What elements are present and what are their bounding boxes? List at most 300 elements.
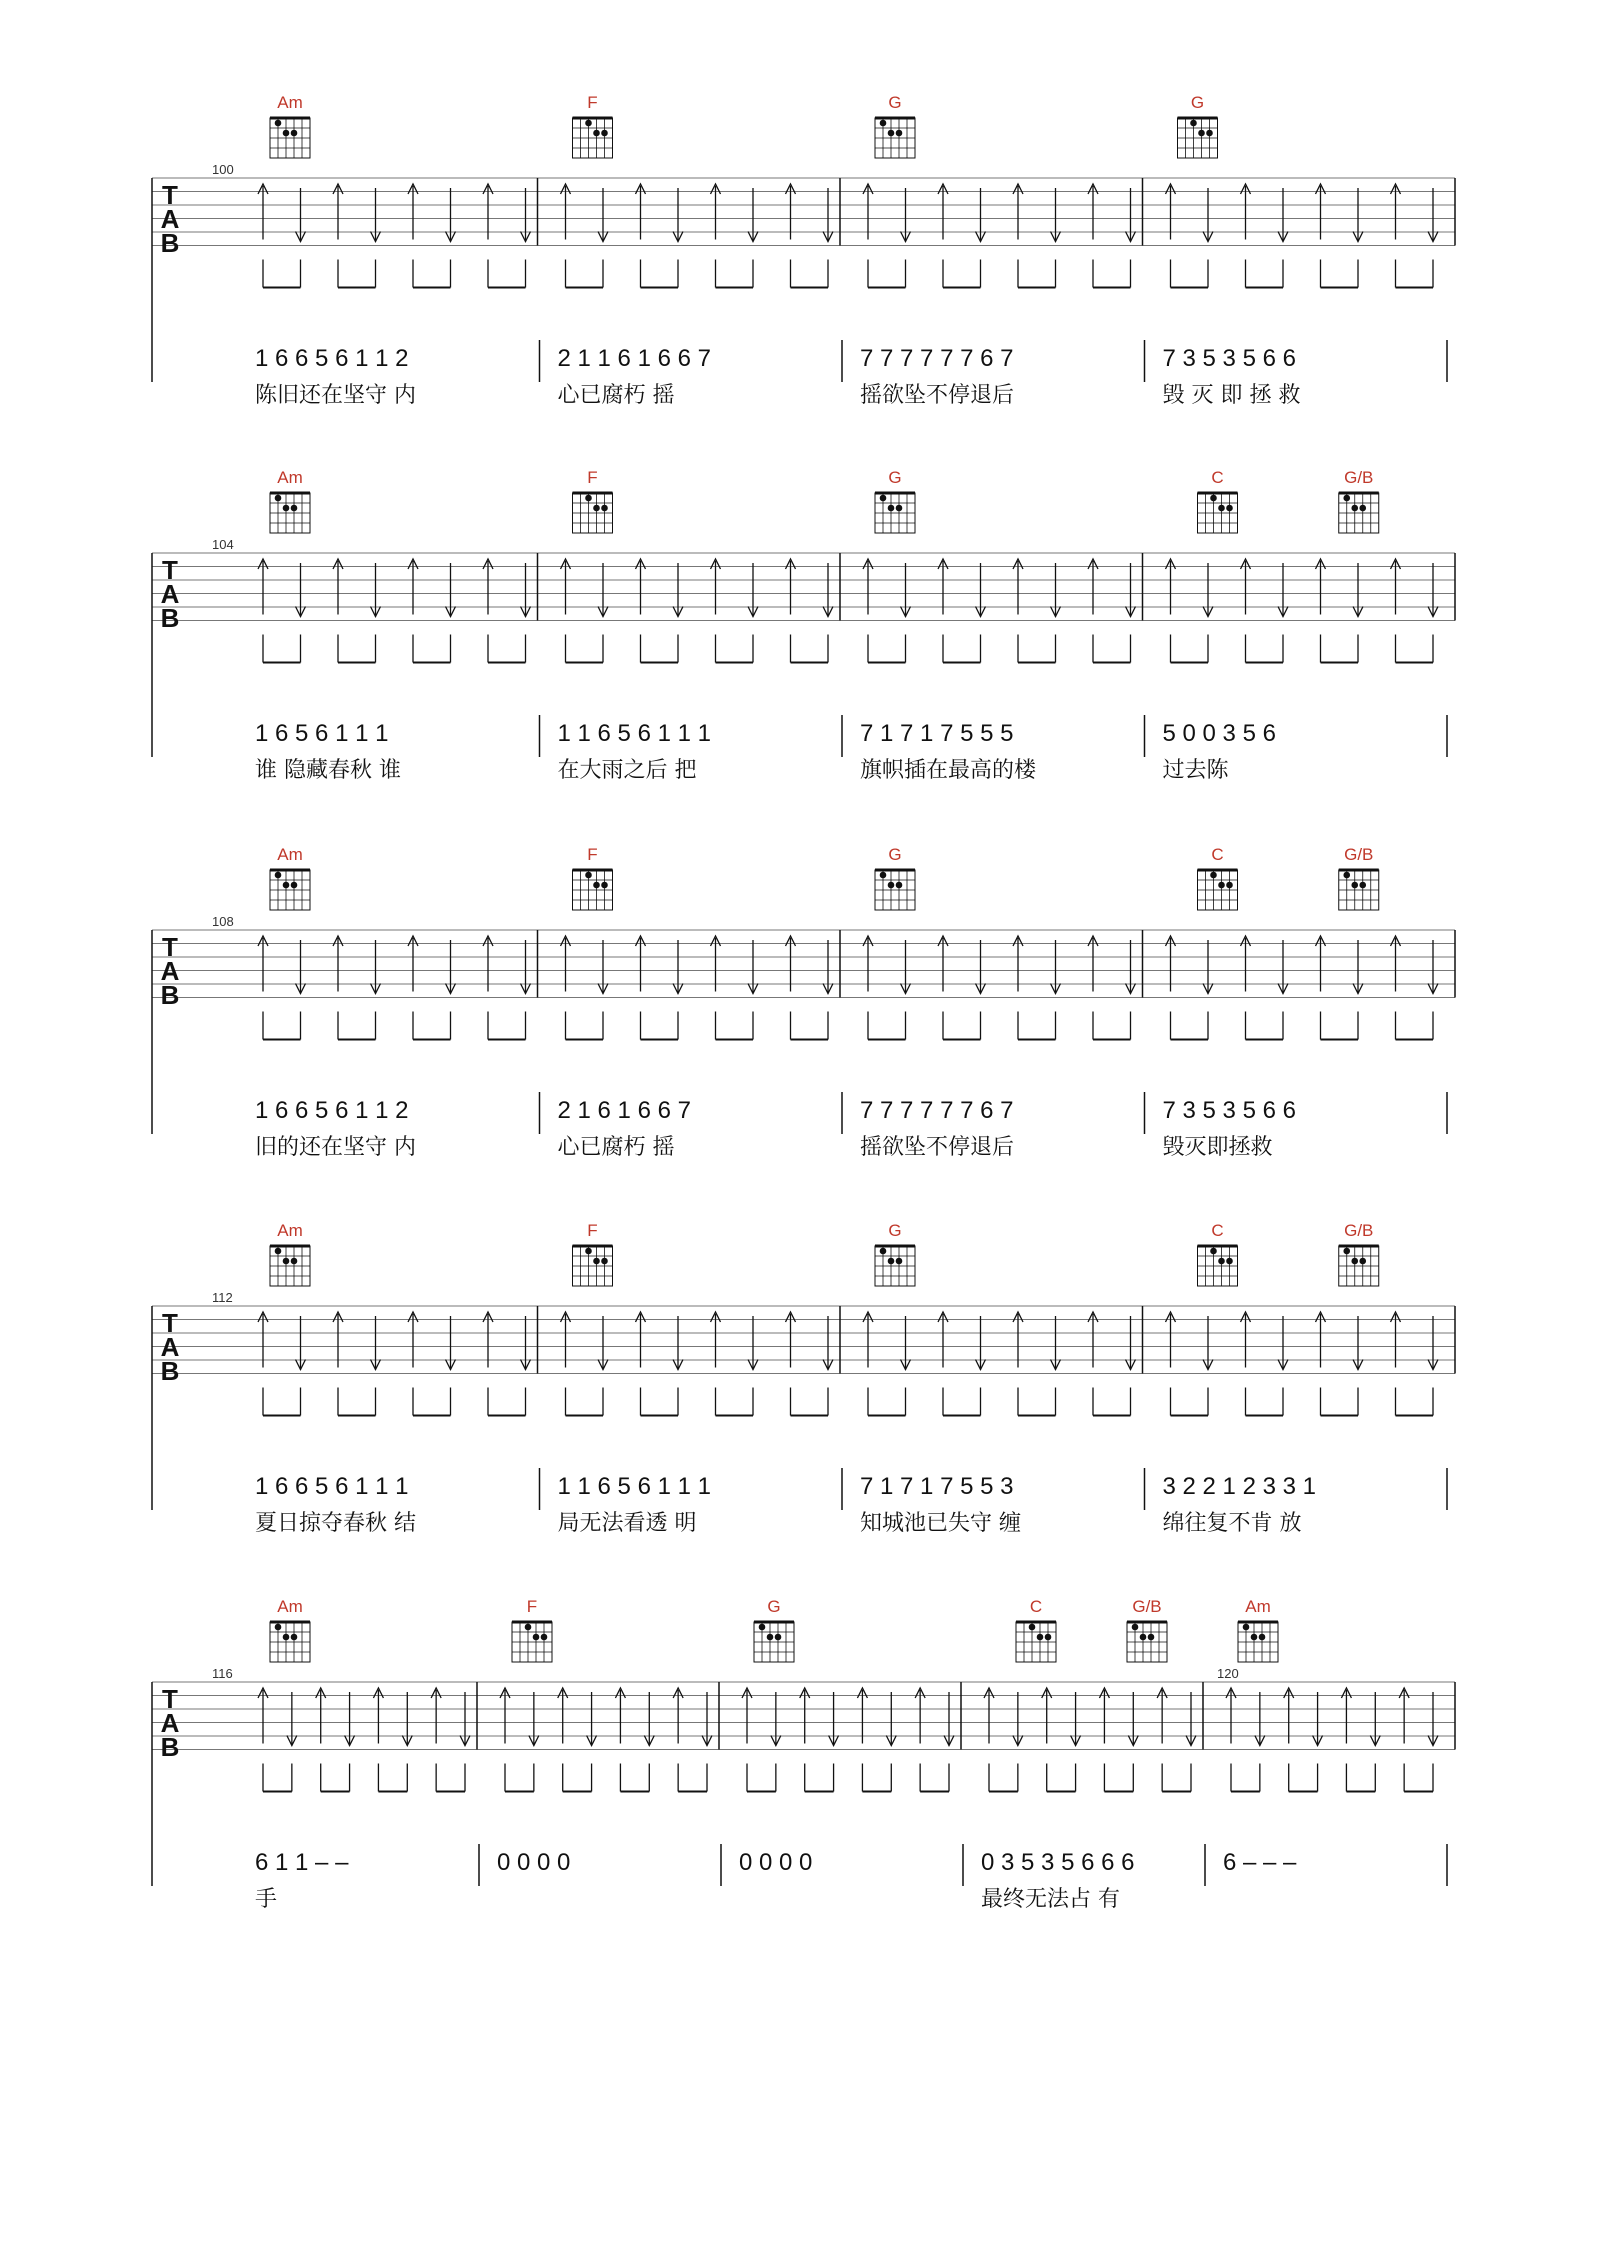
- chord-diagram-Am: [1238, 1597, 1278, 1662]
- strum-up-arrow: [1241, 184, 1251, 288]
- strum-up-arrow: [483, 559, 493, 663]
- jianpu-numbers: 7 7 7 7 7 7 6 7: [860, 345, 1014, 372]
- measure: [538, 468, 843, 783]
- strum-down-arrow: [521, 1316, 531, 1416]
- strum-up-arrow: [1241, 1312, 1251, 1416]
- finger-dot: [1140, 1634, 1147, 1641]
- strum-up-arrow: [316, 1688, 326, 1792]
- chord-name: G: [767, 1597, 781, 1616]
- finger-dot: [601, 505, 608, 512]
- bar-number: 116: [212, 1666, 233, 1681]
- measure: [961, 1597, 1205, 1912]
- strum-up-arrow: [1166, 936, 1176, 1040]
- lyrics: 心已腐朽 摇: [557, 383, 675, 408]
- measure: [840, 468, 1145, 783]
- measure: [1143, 93, 1448, 408]
- finger-dot: [291, 1258, 298, 1265]
- strum-up-arrow: [1088, 559, 1098, 663]
- strum-down-arrow: [1128, 1692, 1138, 1792]
- strum-up-arrow: [636, 184, 646, 288]
- lyrics: 摇欲坠不停退后: [860, 383, 1015, 408]
- finger-dot: [585, 495, 592, 502]
- strum-up-arrow: [800, 1688, 810, 1792]
- chord-diagram-G-B: [1339, 468, 1379, 533]
- jianpu-numbers: 1 6 6 5 6 1 1 2: [255, 1097, 409, 1124]
- finger-dot: [888, 130, 895, 137]
- jianpu-numbers: 1 6 6 5 6 1 1 1: [255, 1473, 409, 1500]
- system-116: [152, 1597, 1455, 1912]
- chord-diagram-F: [573, 468, 613, 533]
- measure: [255, 468, 540, 783]
- tab-letter: B: [160, 980, 180, 1010]
- finger-dot: [1210, 872, 1217, 879]
- strum-up-arrow: [258, 559, 268, 663]
- strum-up-arrow: [1391, 936, 1401, 1040]
- finger-dot: [896, 1258, 903, 1265]
- jianpu-numbers: 7 1 7 1 7 5 5 3: [860, 1473, 1014, 1500]
- strum-down-arrow: [1428, 188, 1438, 288]
- chord-name: G: [1190, 93, 1205, 112]
- strum-up-arrow: [333, 184, 343, 288]
- bar-number: 108: [212, 914, 234, 929]
- tab-letter: T: [162, 555, 178, 585]
- finger-dot: [533, 1634, 540, 1641]
- chord-name: Am: [277, 468, 303, 487]
- finger-dot: [1351, 505, 1358, 512]
- strum-up-arrow: [1391, 1312, 1401, 1416]
- finger-dot: [896, 882, 903, 889]
- strum-up-arrow: [1284, 1688, 1294, 1792]
- jianpu-numbers: 6 1 1 – –: [255, 1849, 349, 1876]
- bar-number: 100: [212, 162, 234, 177]
- chord-diagram-Am: [270, 468, 310, 533]
- finger-dot: [1148, 1634, 1155, 1641]
- chord-name: G/B: [1344, 1221, 1374, 1240]
- strum-down-arrow: [1013, 1692, 1023, 1792]
- finger-dot: [1251, 1634, 1258, 1641]
- finger-dot: [1045, 1634, 1052, 1641]
- strum-up-arrow: [711, 936, 721, 1040]
- finger-dot: [1029, 1624, 1036, 1631]
- finger-dot: [1206, 130, 1213, 137]
- chord-name: F: [587, 845, 598, 864]
- jianpu-numbers: 2 1 6 1 6 6 7: [557, 1097, 691, 1124]
- tab-letter: B: [160, 228, 180, 258]
- strum-down-arrow: [402, 1692, 412, 1792]
- chord-diagram-Am: [270, 1221, 310, 1286]
- system-108: [152, 845, 1455, 1160]
- finger-dot: [283, 1634, 290, 1641]
- chord-name: F: [526, 1597, 538, 1616]
- chord-name: C: [1029, 1597, 1043, 1616]
- finger-dot: [601, 882, 608, 889]
- strum-down-arrow: [1278, 563, 1288, 663]
- strum-down-arrow: [598, 563, 608, 663]
- strum-down-arrow: [823, 563, 833, 663]
- strum-down-arrow: [673, 563, 683, 663]
- strum-down-arrow: [521, 940, 531, 1040]
- lyrics: 心已腐朽 摇: [557, 1135, 675, 1160]
- finger-dot: [275, 1248, 282, 1255]
- strum-down-arrow: [944, 1692, 954, 1792]
- bar-number: 112: [212, 1290, 233, 1305]
- finger-dot: [775, 1634, 782, 1641]
- jianpu-numbers: 1 6 6 5 6 1 1 2: [255, 345, 409, 372]
- finger-dot: [291, 505, 298, 512]
- finger-dot: [896, 130, 903, 137]
- strum-down-arrow: [748, 940, 758, 1040]
- strum-down-arrow: [296, 1316, 306, 1416]
- finger-dot: [1359, 1258, 1366, 1265]
- strum-down-arrow: [1313, 1692, 1323, 1792]
- strum-up-arrow: [333, 1312, 343, 1416]
- chord-diagram-G: [1178, 93, 1218, 158]
- strum-up-arrow: [984, 1688, 994, 1792]
- system-112: [152, 1221, 1455, 1536]
- strum-down-arrow: [748, 188, 758, 288]
- strum-down-arrow: [371, 1316, 381, 1416]
- strum-down-arrow: [976, 940, 986, 1040]
- lyrics: 毁灭即拯救: [1162, 1135, 1273, 1160]
- finger-dot: [880, 495, 887, 502]
- strum-up-arrow: [561, 936, 571, 1040]
- strum-up-arrow: [483, 936, 493, 1040]
- measure: [255, 93, 540, 408]
- jianpu-numbers: 2 1 1 6 1 6 6 7: [557, 345, 711, 372]
- strum-down-arrow: [901, 563, 911, 663]
- strum-down-arrow: [673, 940, 683, 1040]
- strum-up-arrow: [786, 559, 796, 663]
- chord-diagram-G: [875, 93, 915, 158]
- finger-dot: [1359, 505, 1366, 512]
- finger-dot: [283, 882, 290, 889]
- measure: [255, 1221, 540, 1536]
- measure: [538, 1221, 843, 1536]
- chord-name: G/B: [1344, 468, 1374, 487]
- tab-letter: A: [160, 956, 180, 986]
- strum-up-arrow: [1316, 936, 1326, 1040]
- strum-down-arrow: [1051, 1316, 1061, 1416]
- finger-dot: [275, 872, 282, 879]
- tab-letter: T: [162, 1308, 178, 1338]
- lyrics: 谁 隐藏春秋 谁: [255, 758, 401, 783]
- finger-dot: [291, 1634, 298, 1641]
- chord-diagram-G: [875, 1221, 915, 1286]
- tab-letter: T: [162, 180, 178, 210]
- finger-dot: [1343, 495, 1350, 502]
- strum-up-arrow: [1226, 1688, 1236, 1792]
- strum-down-arrow: [287, 1692, 297, 1792]
- strum-up-arrow: [1399, 1688, 1409, 1792]
- chord-name: C: [1211, 845, 1224, 864]
- chord-name: Am: [277, 1221, 303, 1240]
- strum-up-arrow: [373, 1688, 383, 1792]
- strum-up-arrow: [786, 936, 796, 1040]
- strum-down-arrow: [460, 1692, 470, 1792]
- strum-up-arrow: [915, 1688, 925, 1792]
- strum-up-arrow: [258, 1312, 268, 1416]
- strum-down-arrow: [1071, 1692, 1081, 1792]
- strum-down-arrow: [1353, 940, 1363, 1040]
- measure: [538, 93, 843, 408]
- chord-name: Am: [1245, 1597, 1271, 1616]
- chord-name: F: [587, 1221, 598, 1240]
- strum-down-arrow: [823, 1316, 833, 1416]
- strum-up-arrow: [863, 1312, 873, 1416]
- strum-down-arrow: [1186, 1692, 1196, 1792]
- finger-dot: [1198, 130, 1205, 137]
- jianpu-numbers: 1 6 5 6 1 1 1: [255, 720, 389, 747]
- finger-dot: [880, 120, 887, 127]
- strum-down-arrow: [1255, 1692, 1265, 1792]
- strum-down-arrow: [1051, 940, 1061, 1040]
- jianpu-numbers: 7 7 7 7 7 7 6 7: [860, 1097, 1014, 1124]
- strum-up-arrow: [258, 1688, 268, 1792]
- strum-up-arrow: [636, 1312, 646, 1416]
- strum-down-arrow: [1278, 188, 1288, 288]
- strum-down-arrow: [1051, 188, 1061, 288]
- finger-dot: [1218, 1258, 1225, 1265]
- finger-dot: [593, 505, 600, 512]
- finger-dot: [888, 1258, 895, 1265]
- finger-dot: [283, 130, 290, 137]
- tab-letter: A: [160, 1708, 180, 1738]
- strum-up-arrow: [1166, 1312, 1176, 1416]
- chord-name: G/B: [1132, 1597, 1162, 1616]
- chord-name: G/B: [1344, 845, 1374, 864]
- chord-diagram-C: [1016, 1597, 1056, 1662]
- finger-dot: [283, 1258, 290, 1265]
- finger-dot: [593, 882, 600, 889]
- strum-down-arrow: [1203, 940, 1213, 1040]
- finger-dot: [896, 505, 903, 512]
- lyrics: 旗帜插在最高的楼: [860, 758, 1037, 783]
- jianpu-numbers: 6 – – –: [1223, 1849, 1297, 1876]
- strum-up-arrow: [483, 1312, 493, 1416]
- measure: [538, 845, 843, 1160]
- strum-down-arrow: [771, 1692, 781, 1792]
- strum-down-arrow: [296, 188, 306, 288]
- strum-down-arrow: [1126, 1316, 1136, 1416]
- chord-name: Am: [277, 1597, 303, 1616]
- finger-dot: [1343, 1248, 1350, 1255]
- strum-down-arrow: [371, 563, 381, 663]
- strum-up-arrow: [711, 184, 721, 288]
- chord-name: G: [888, 468, 902, 487]
- chord-name: G: [888, 93, 902, 112]
- strum-up-arrow: [1166, 184, 1176, 288]
- strum-down-arrow: [673, 188, 683, 288]
- finger-dot: [1351, 882, 1358, 889]
- strum-up-arrow: [786, 184, 796, 288]
- finger-dot: [1243, 1624, 1250, 1631]
- finger-dot: [585, 1248, 592, 1255]
- strum-up-arrow: [408, 936, 418, 1040]
- chord-diagram-F: [512, 1597, 552, 1662]
- strum-up-arrow: [1391, 559, 1401, 663]
- lyrics: 毁 灭 即 拯 救: [1162, 383, 1301, 408]
- strum-down-arrow: [1353, 1316, 1363, 1416]
- strum-up-arrow: [863, 936, 873, 1040]
- strum-down-arrow: [1203, 563, 1213, 663]
- strum-down-arrow: [521, 188, 531, 288]
- strum-up-arrow: [408, 1312, 418, 1416]
- strum-up-arrow: [1157, 1688, 1167, 1792]
- strum-down-arrow: [1126, 563, 1136, 663]
- finger-dot: [1218, 882, 1225, 889]
- strum-up-arrow: [483, 184, 493, 288]
- strum-up-arrow: [1316, 559, 1326, 663]
- tab-letter: B: [160, 1356, 180, 1386]
- strum-up-arrow: [1099, 1688, 1109, 1792]
- system-100: [152, 93, 1455, 408]
- tab-letter: A: [160, 579, 180, 609]
- strum-down-arrow: [521, 563, 531, 663]
- measure: [840, 93, 1145, 408]
- chord-diagram-F: [573, 1221, 613, 1286]
- jianpu-numbers: 1 1 6 5 6 1 1 1: [557, 720, 711, 747]
- finger-dot: [601, 1258, 608, 1265]
- finger-dot: [880, 1248, 887, 1255]
- measure: [477, 1597, 721, 1886]
- strum-down-arrow: [1203, 188, 1213, 288]
- bar-number: 104: [212, 537, 234, 552]
- finger-dot: [1226, 1258, 1233, 1265]
- finger-dot: [291, 882, 298, 889]
- strum-down-arrow: [702, 1692, 712, 1792]
- jianpu-numbers: 1 1 6 5 6 1 1 1: [557, 1473, 711, 1500]
- strum-up-arrow: [258, 936, 268, 1040]
- jianpu-numbers: 7 1 7 1 7 5 5 5: [860, 720, 1014, 747]
- strum-down-arrow: [598, 940, 608, 1040]
- strum-down-arrow: [748, 1316, 758, 1416]
- finger-dot: [593, 1258, 600, 1265]
- measure: [840, 1221, 1145, 1536]
- strum-up-arrow: [742, 1688, 752, 1792]
- finger-dot: [1190, 120, 1197, 127]
- finger-dot: [1210, 495, 1217, 502]
- chord-diagram-G: [875, 845, 915, 910]
- jianpu-numbers: 0 3 5 3 5 6 6 6: [981, 1849, 1135, 1876]
- strum-down-arrow: [1353, 188, 1363, 288]
- jianpu-numbers: 5 0 0 3 5 6: [1162, 720, 1276, 747]
- measure: [840, 845, 1145, 1160]
- jianpu-numbers: 0 0 0 0: [497, 1849, 571, 1876]
- strum-down-arrow: [529, 1692, 539, 1792]
- finger-dot: [1343, 872, 1350, 879]
- strum-up-arrow: [1013, 559, 1023, 663]
- strum-down-arrow: [598, 1316, 608, 1416]
- tab-letter: B: [160, 1732, 180, 1762]
- chord-diagram-C: [1198, 845, 1238, 910]
- strum-down-arrow: [886, 1692, 896, 1792]
- chord-diagram-Am: [270, 1597, 310, 1662]
- lyrics: 最终无法占 有: [981, 1887, 1120, 1912]
- strum-down-arrow: [976, 188, 986, 288]
- strum-down-arrow: [829, 1692, 839, 1792]
- chord-diagram-G: [754, 1597, 794, 1662]
- strum-up-arrow: [408, 559, 418, 663]
- strum-down-arrow: [1353, 563, 1363, 663]
- strum-down-arrow: [446, 563, 456, 663]
- strum-up-arrow: [431, 1688, 441, 1792]
- strum-down-arrow: [1126, 940, 1136, 1040]
- strum-up-arrow: [561, 184, 571, 288]
- strum-up-arrow: [1316, 1312, 1326, 1416]
- finger-dot: [585, 120, 592, 127]
- chord-name: C: [1211, 468, 1224, 487]
- strum-down-arrow: [1428, 1692, 1438, 1792]
- strum-up-arrow: [1013, 184, 1023, 288]
- strum-down-arrow: [371, 940, 381, 1040]
- strum-up-arrow: [711, 1312, 721, 1416]
- strum-down-arrow: [976, 563, 986, 663]
- strum-up-arrow: [786, 1312, 796, 1416]
- measure: [1143, 845, 1448, 1160]
- chord-name: Am: [277, 93, 303, 112]
- chord-diagram-F: [573, 845, 613, 910]
- tab-letter: B: [160, 603, 180, 633]
- strum-up-arrow: [1042, 1688, 1052, 1792]
- strum-up-arrow: [636, 559, 646, 663]
- strum-down-arrow: [598, 188, 608, 288]
- strum-down-arrow: [446, 1316, 456, 1416]
- tab-letter: T: [162, 1684, 178, 1714]
- strum-up-arrow: [857, 1688, 867, 1792]
- finger-dot: [1037, 1634, 1044, 1641]
- finger-dot: [1210, 1248, 1217, 1255]
- measure: [255, 845, 540, 1160]
- chord-name: G: [888, 845, 902, 864]
- strum-up-arrow: [333, 936, 343, 1040]
- chord-name: F: [587, 468, 598, 487]
- strum-down-arrow: [1428, 1316, 1438, 1416]
- system-104: [152, 468, 1455, 783]
- finger-dot: [759, 1624, 766, 1631]
- strum-down-arrow: [345, 1692, 355, 1792]
- lyrics: 旧的还在坚守 内: [255, 1135, 416, 1160]
- finger-dot: [291, 130, 298, 137]
- strum-down-arrow: [371, 188, 381, 288]
- strum-up-arrow: [863, 184, 873, 288]
- bar-number-end: 120: [1217, 1666, 1239, 1681]
- strum-up-arrow: [561, 559, 571, 663]
- strum-up-arrow: [1166, 559, 1176, 663]
- lyrics: 过去陈: [1162, 758, 1229, 783]
- tab-letter: A: [160, 1332, 180, 1362]
- chord-diagram-G-B: [1127, 1597, 1167, 1662]
- strum-up-arrow: [1013, 936, 1023, 1040]
- finger-dot: [1226, 505, 1233, 512]
- measure: [1143, 1221, 1448, 1536]
- finger-dot: [1218, 505, 1225, 512]
- strum-up-arrow: [408, 184, 418, 288]
- strum-up-arrow: [500, 1688, 510, 1792]
- lyrics: 知城池已失守 缠: [860, 1511, 1021, 1536]
- strum-up-arrow: [1391, 184, 1401, 288]
- jianpu-numbers: 7 3 5 3 5 6 6: [1162, 345, 1296, 372]
- strum-down-arrow: [901, 940, 911, 1040]
- strum-up-arrow: [561, 1312, 571, 1416]
- strum-up-arrow: [558, 1688, 568, 1792]
- strum-up-arrow: [938, 1312, 948, 1416]
- strum-up-arrow: [636, 936, 646, 1040]
- strum-up-arrow: [938, 559, 948, 663]
- lyrics: 手: [255, 1887, 278, 1912]
- finger-dot: [880, 872, 887, 879]
- strum-down-arrow: [673, 1316, 683, 1416]
- finger-dot: [601, 130, 608, 137]
